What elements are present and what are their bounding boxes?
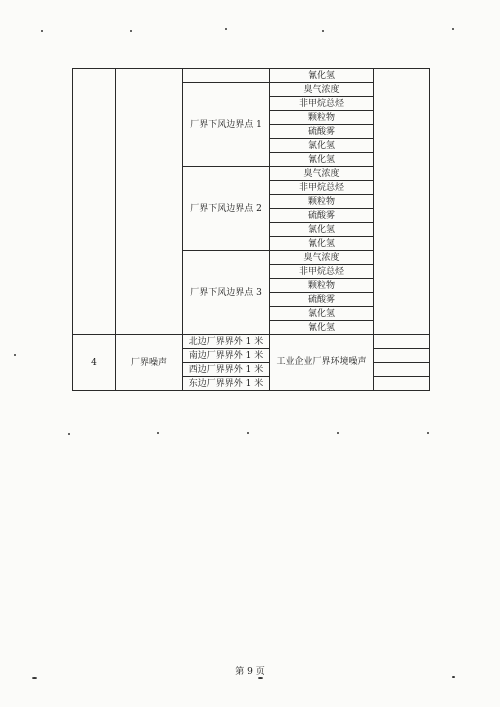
pollutant-cell: 非甲烷总烃 (270, 181, 374, 195)
scan-speck (41, 30, 43, 32)
page-number: 第 9 页 (235, 667, 265, 677)
scan-speck (14, 354, 16, 356)
pollutant-cell: 非甲烷总烃 (270, 97, 374, 111)
pollutant-cell: 臭气浓度 (270, 83, 374, 97)
monitoring-point-cell: 厂界下风边界点 3 (183, 251, 270, 335)
scan-speck (130, 30, 132, 32)
standard-cell: 工业企业厂界环境噪声 (270, 335, 374, 391)
pollutant-cell: 氰化氢 (270, 321, 374, 335)
pollutant-cell: 硫酸雾 (270, 125, 374, 139)
pollutant-cell: 硫酸雾 (270, 293, 374, 307)
pollutant-cell: 颗粒物 (270, 195, 374, 209)
point-cell (183, 69, 270, 83)
pollutant-cell: 颗粒物 (270, 279, 374, 293)
pollutant-cell: 颗粒物 (270, 111, 374, 125)
result-cell (374, 363, 430, 377)
monitoring-table (72, 68, 430, 391)
noise-point-cell: 南边厂界界外 1 米 (183, 349, 270, 363)
table-row (73, 69, 430, 83)
category-cell: 厂界噪声 (116, 335, 183, 391)
scan-speck (68, 433, 70, 435)
result-cell (374, 377, 430, 391)
scan-speck (247, 432, 249, 434)
scan-speck (157, 432, 159, 434)
monitoring-point-cell: 厂界下风边界点 2 (183, 167, 270, 251)
category-cell (116, 69, 183, 335)
result-cell (374, 349, 430, 363)
noise-point-cell: 西边厂界界外 1 米 (183, 363, 270, 377)
result-cell (374, 335, 430, 349)
scan-speck (322, 30, 324, 32)
noise-point-cell: 北边厂界界外 1 米 (183, 335, 270, 349)
pollutant-cell: 非甲烷总烃 (270, 265, 374, 279)
number-cell (73, 69, 116, 335)
scan-speck (427, 432, 429, 434)
pollutant-cell: 氰化氢 (270, 237, 374, 251)
pollutant-cell: 氰化氢 (270, 153, 374, 167)
number-cell: 4 (73, 335, 116, 391)
pollutant-cell: 氯化氢 (270, 139, 374, 153)
table-row (73, 335, 430, 349)
pollutant-cell: 硫酸雾 (270, 209, 374, 223)
scan-speck (452, 28, 454, 30)
scan-speck (258, 677, 263, 679)
scan-speck (337, 432, 339, 434)
noise-point-cell: 东边厂界界外 1 米 (183, 377, 270, 391)
pollutant-cell: 臭气浓度 (270, 251, 374, 265)
pollutant-cell: 氯化氢 (270, 307, 374, 321)
scan-speck (32, 677, 37, 679)
scan-speck (225, 28, 227, 30)
pollutant-cell: 氰化氢 (270, 69, 374, 83)
pollutant-cell: 氯化氢 (270, 223, 374, 237)
pollutant-cell: 臭气浓度 (270, 167, 374, 181)
standard-cell (374, 69, 430, 335)
monitoring-point-cell: 厂界下风边界点 1 (183, 83, 270, 167)
scan-speck (452, 676, 455, 678)
